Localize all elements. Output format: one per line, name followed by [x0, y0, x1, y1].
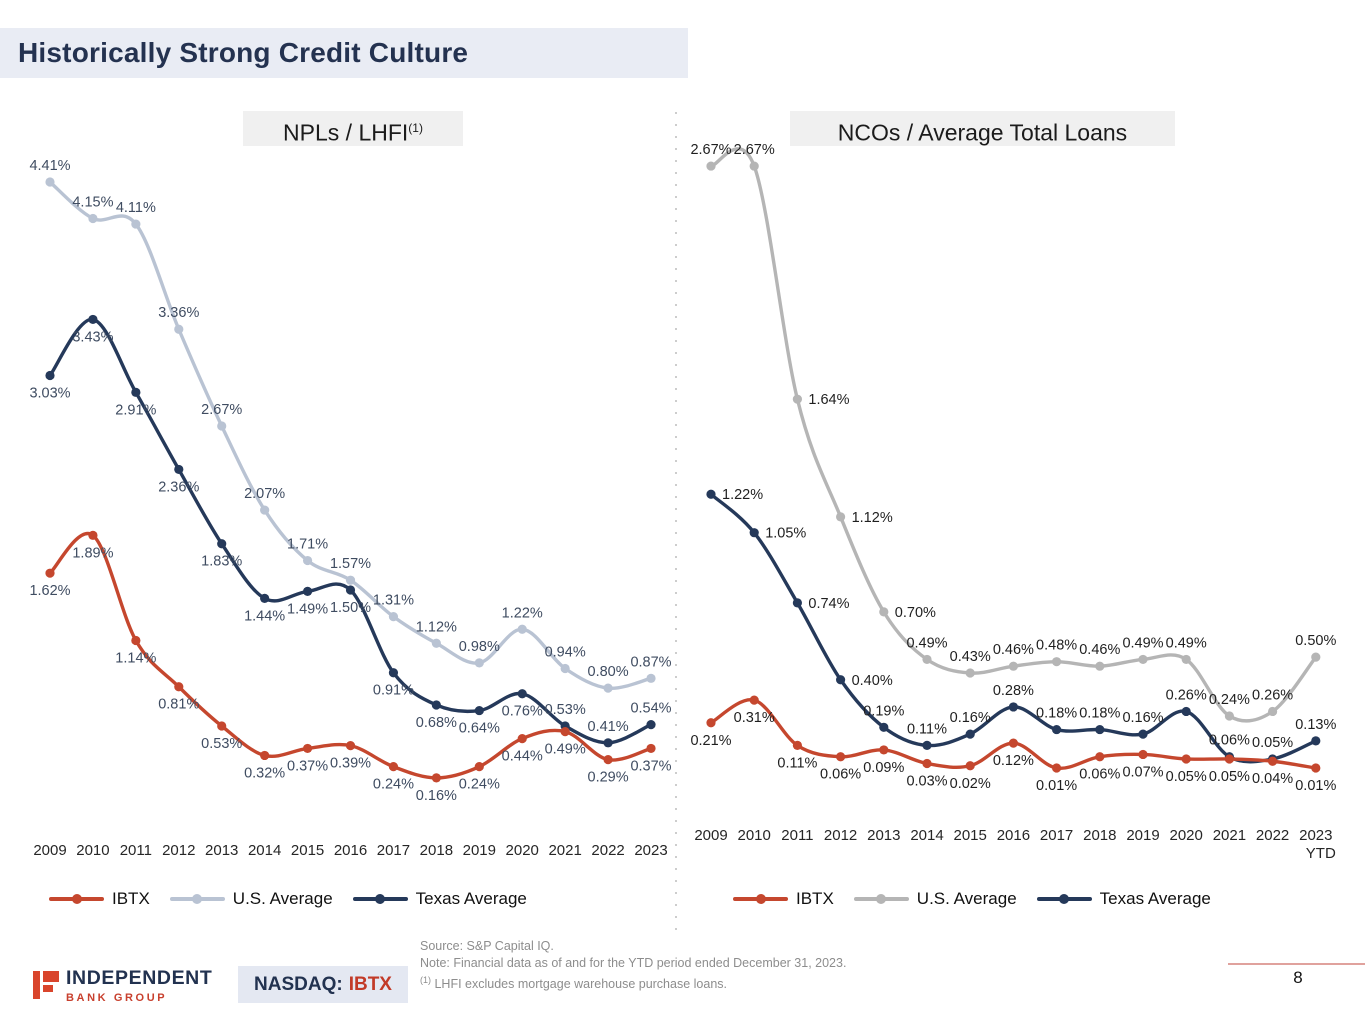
- data-label: 0.11%: [777, 755, 818, 772]
- data-point: [836, 675, 845, 684]
- data-point: [1182, 655, 1191, 664]
- data-label: 0.80%: [587, 664, 629, 681]
- data-point: [879, 745, 888, 754]
- legend-label: IBTX: [796, 889, 834, 908]
- data-label: 0.48%: [1036, 637, 1078, 654]
- legend-item-ibtx: [733, 889, 834, 909]
- x-axis-label: 2018: [1083, 827, 1117, 844]
- data-point: [836, 752, 845, 761]
- data-point: [260, 594, 269, 603]
- data-label: 3.43%: [72, 329, 114, 346]
- data-point: [1138, 655, 1147, 664]
- data-point: [922, 655, 931, 664]
- data-point: [1095, 662, 1104, 671]
- data-point: [518, 734, 527, 743]
- data-point: [646, 720, 655, 729]
- x-axis-label: 2022: [591, 842, 625, 859]
- data-point: [561, 727, 570, 736]
- data-point: [879, 607, 888, 616]
- data-label: 0.13%: [1295, 716, 1337, 733]
- data-label: 0.74%: [808, 595, 850, 612]
- legend-swatch: [854, 897, 909, 900]
- data-point: [1268, 707, 1277, 716]
- data-label: 0.16%: [949, 710, 991, 727]
- data-point: [303, 744, 312, 753]
- source-note: Source: S&P Capital IQ.: [420, 939, 554, 953]
- data-label: 0.49%: [906, 635, 948, 652]
- data-label: 0.09%: [863, 759, 905, 776]
- data-label: 0.04%: [1252, 771, 1294, 788]
- data-label: 0.28%: [992, 682, 1034, 699]
- data-label: 0.06%: [1079, 766, 1121, 783]
- data-label: 1.14%: [115, 650, 157, 667]
- data-point: [217, 539, 226, 548]
- data-label: 1.50%: [329, 600, 372, 616]
- data-point: [88, 214, 97, 223]
- data-label: 2.91%: [115, 402, 157, 419]
- data-point: [1311, 763, 1320, 772]
- x-axis-label: 2019: [462, 842, 496, 859]
- legend-swatch: [170, 897, 225, 900]
- x-axis-label: 2023: [1299, 827, 1333, 844]
- data-point: [922, 741, 931, 750]
- legend-item-u-s-average: [854, 889, 1017, 909]
- data-label: 4.15%: [72, 194, 114, 211]
- data-point: [1052, 725, 1061, 734]
- data-label: 0.03%: [906, 773, 948, 790]
- data-label: 0.26%: [1252, 687, 1294, 704]
- footnote-1-text: LHFI excludes mortgage warehouse purchase loans.: [431, 977, 727, 992]
- data-label: 4.41%: [29, 158, 71, 175]
- x-axis-label: 2020: [1169, 827, 1203, 844]
- legend-label: U.S. Average: [232, 889, 333, 908]
- data-label: 0.49%: [544, 741, 586, 758]
- data-label: 1.12%: [415, 619, 457, 636]
- data-label: 0.41%: [587, 718, 629, 735]
- data-label: 0.49%: [1122, 635, 1164, 652]
- legend-item-texas-average: [353, 889, 527, 909]
- data-point: [131, 388, 140, 397]
- right-chart-title-text: NCOs / Average Total Loans: [837, 119, 1128, 146]
- data-label: 1.22%: [722, 487, 764, 504]
- data-label: 0.49%: [1165, 635, 1207, 652]
- data-label: 0.26%: [1165, 687, 1207, 704]
- data-point: [88, 531, 97, 540]
- x-axis-label: 2012: [162, 842, 196, 859]
- legend-swatch-dot: [72, 894, 82, 904]
- data-point: [217, 421, 226, 430]
- logo-name: INDEPENDENT: [66, 967, 213, 989]
- page-title: Historically Strong Credit Culture: [18, 37, 469, 68]
- data-label: 1.44%: [244, 608, 286, 625]
- data-point: [432, 700, 441, 709]
- data-point: [1009, 662, 1018, 671]
- data-label: 0.21%: [690, 732, 732, 749]
- data-point: [836, 512, 845, 521]
- series-line-texas-average: [50, 319, 651, 743]
- data-point: [174, 325, 183, 334]
- data-point: [174, 682, 183, 691]
- legend-label: IBTX: [112, 889, 150, 908]
- data-point: [750, 161, 759, 170]
- data-point: [1009, 739, 1018, 748]
- page-number: 8: [1293, 968, 1303, 987]
- independent-bank-logo-icon: [33, 971, 59, 1000]
- legend-swatch: [733, 897, 788, 900]
- data-point: [432, 773, 441, 782]
- data-label: 0.16%: [415, 787, 457, 804]
- legend-item-u-s-average: [170, 889, 333, 909]
- data-label: 0.05%: [1208, 768, 1250, 785]
- data-label: 1.12%: [851, 509, 893, 526]
- legend-item-ibtx: [49, 889, 150, 909]
- footnote-1: [420, 972, 846, 993]
- data-label: 0.40%: [851, 672, 893, 689]
- data-label: 1.49%: [287, 601, 329, 618]
- data-label: 0.18%: [1079, 705, 1121, 722]
- data-note: Note: Financial data as of and for the YTD period ended December 31, 2023.: [420, 956, 847, 970]
- x-axis-label: 2014: [910, 827, 944, 844]
- data-label: 0.01%: [1295, 778, 1337, 795]
- data-label: 1.31%: [372, 592, 415, 609]
- data-label: 0.46%: [1079, 642, 1121, 659]
- data-point: [1225, 754, 1234, 763]
- ticker-symbol: IBTX: [348, 973, 392, 995]
- data-point: [1268, 757, 1277, 766]
- data-point: [793, 741, 802, 750]
- data-label: 0.06%: [1208, 732, 1250, 749]
- x-axis-sublabel: YTD: [1305, 845, 1336, 862]
- data-label: 0.81%: [158, 696, 200, 713]
- legend-swatch: [1037, 897, 1092, 900]
- data-label: 2.07%: [244, 486, 286, 503]
- x-axis-label: 2010: [76, 842, 110, 859]
- data-point: [389, 668, 398, 677]
- data-point: [1311, 736, 1320, 745]
- data-label: 0.53%: [201, 735, 243, 752]
- data-point: [750, 528, 759, 537]
- data-point: [131, 219, 140, 228]
- data-point: [389, 762, 398, 771]
- x-axis-label: 2015: [290, 842, 325, 859]
- data-point: [260, 505, 269, 514]
- data-label: 0.06%: [820, 766, 862, 783]
- x-axis-label: 2009: [694, 827, 728, 844]
- nasdaq-ticker-badge: [238, 966, 408, 1003]
- data-label: 0.43%: [949, 648, 991, 665]
- logo-subtitle: BANK GROUP: [66, 991, 168, 1004]
- data-point: [1138, 750, 1147, 759]
- data-point: [45, 371, 54, 380]
- x-axis-label: 2010: [737, 827, 771, 844]
- data-point: [646, 674, 655, 683]
- data-point: [260, 751, 269, 760]
- legend-swatch-dot: [876, 894, 886, 904]
- data-label: 0.29%: [587, 769, 629, 786]
- data-label: 0.70%: [894, 604, 936, 621]
- data-label: 2.67%: [201, 401, 243, 418]
- data-point: [88, 315, 97, 324]
- data-label: 1.62%: [29, 583, 71, 600]
- data-point: [131, 636, 140, 645]
- data-label: 1.71%: [287, 536, 329, 553]
- x-axis-label: 2013: [205, 842, 239, 859]
- data-label: 3.36%: [158, 305, 200, 322]
- series-line-u-s-average: [711, 149, 1316, 721]
- data-label: 0.18%: [1036, 705, 1078, 722]
- data-label: 3.03%: [29, 385, 71, 402]
- data-point: [217, 721, 226, 730]
- x-axis-label: 2017: [1039, 827, 1074, 844]
- data-point: [646, 744, 655, 753]
- data-label: 1.22%: [501, 605, 543, 622]
- data-point: [1095, 725, 1104, 734]
- legend-swatch-dot: [192, 894, 202, 904]
- data-point: [174, 465, 183, 474]
- data-point: [603, 755, 612, 764]
- data-label: 0.37%: [630, 758, 672, 775]
- x-axis-label: 2014: [247, 842, 282, 859]
- data-point: [706, 718, 715, 727]
- legend-swatch-dot: [1059, 894, 1069, 904]
- legend-swatch: [49, 897, 104, 900]
- data-point: [879, 723, 888, 732]
- data-point: [750, 696, 759, 705]
- data-label: 0.94%: [544, 644, 586, 661]
- x-axis-label: 2019: [1126, 827, 1160, 844]
- data-label: 1.57%: [329, 556, 372, 573]
- data-point: [966, 761, 975, 770]
- data-point: [966, 729, 975, 738]
- legend-swatch-dot: [375, 894, 385, 904]
- data-point: [1138, 729, 1147, 738]
- data-label: 0.24%: [458, 776, 500, 793]
- data-label: 0.76%: [501, 703, 543, 720]
- data-label: 2.67%: [733, 142, 775, 159]
- data-point: [346, 576, 355, 585]
- data-label: 0.05%: [1165, 768, 1207, 785]
- data-point: [793, 395, 802, 404]
- data-label: 0.02%: [949, 775, 991, 792]
- data-point: [793, 598, 802, 607]
- data-label: 1.83%: [201, 553, 243, 570]
- x-axis-label: 2016: [333, 842, 368, 859]
- x-axis-label: 2020: [505, 842, 539, 859]
- independent-bank-logo-text: [66, 969, 212, 1004]
- data-label: 0.39%: [329, 755, 372, 772]
- left-chart-title-text: NPLs / LHFI: [283, 119, 409, 146]
- data-label: 1.05%: [765, 525, 807, 542]
- x-axis-label: 2021: [548, 842, 582, 859]
- data-point: [603, 684, 612, 693]
- data-point: [1182, 754, 1191, 763]
- legend-item-texas-average: [1037, 889, 1211, 909]
- data-label: 0.53%: [544, 701, 586, 718]
- data-label: 4.11%: [115, 200, 156, 217]
- data-point: [475, 658, 484, 667]
- data-point: [45, 569, 54, 578]
- data-label: 0.37%: [287, 758, 329, 775]
- data-label: 0.68%: [415, 714, 457, 731]
- data-point: [475, 762, 484, 771]
- data-point: [45, 177, 54, 186]
- data-point: [603, 738, 612, 747]
- data-label: 0.54%: [630, 700, 672, 717]
- data-label: 0.05%: [1252, 734, 1294, 751]
- data-label: 0.87%: [630, 654, 672, 671]
- data-point: [389, 612, 398, 621]
- data-point: [303, 587, 312, 596]
- data-point: [922, 759, 931, 768]
- x-axis-label: 2009: [33, 842, 67, 859]
- data-label: 0.98%: [458, 638, 500, 655]
- data-point: [706, 490, 715, 499]
- data-label: 0.01%: [1036, 778, 1078, 795]
- data-label: 0.44%: [501, 748, 543, 765]
- data-point: [346, 741, 355, 750]
- legend-label: Texas Average: [1099, 889, 1211, 908]
- x-axis-label: 2012: [823, 827, 858, 844]
- data-point: [346, 585, 355, 594]
- data-label: 1.64%: [808, 392, 850, 409]
- data-label: 0.32%: [244, 765, 286, 782]
- x-axis-label: 2013: [867, 827, 901, 844]
- x-axis-label: 2022: [1255, 827, 1290, 844]
- data-point: [475, 706, 484, 715]
- legend-swatch-dot: [756, 894, 766, 904]
- footnote-1-marker: (1): [420, 975, 431, 985]
- page-number-rule: [1228, 963, 1365, 965]
- data-point: [518, 625, 527, 634]
- data-point: [518, 689, 527, 698]
- legend-label: U.S. Average: [916, 889, 1017, 908]
- legend-swatch: [353, 897, 408, 900]
- ticker-exchange: NASDAQ:: [254, 973, 343, 995]
- right-chart-legend: [733, 889, 1211, 909]
- data-point: [1225, 711, 1234, 720]
- data-point: [1311, 653, 1320, 662]
- data-label: 0.16%: [1122, 710, 1164, 727]
- data-point: [1009, 702, 1018, 711]
- data-point: [1052, 657, 1061, 666]
- data-label: 0.31%: [733, 710, 775, 727]
- data-point: [1182, 707, 1191, 716]
- data-label: 0.24%: [372, 776, 415, 793]
- data-point: [1052, 763, 1061, 772]
- x-axis-label: 2011: [119, 842, 152, 859]
- data-label: 0.64%: [458, 720, 500, 737]
- data-label: 0.07%: [1122, 764, 1164, 781]
- data-label: 0.19%: [863, 703, 905, 720]
- left-chart-legend: [49, 889, 527, 909]
- data-label: 1.89%: [72, 545, 114, 562]
- data-label: 0.24%: [1208, 691, 1250, 708]
- data-point: [966, 668, 975, 677]
- x-axis-label: 2023: [634, 842, 668, 859]
- data-point: [561, 664, 570, 673]
- footnotes: [420, 938, 846, 993]
- data-label: 0.12%: [992, 753, 1034, 770]
- data-point: [303, 556, 312, 565]
- x-axis-label: 2016: [996, 827, 1031, 844]
- legend-label: Texas Average: [415, 889, 527, 908]
- left-chart-title-footnote-marker: (1): [408, 121, 423, 135]
- x-axis-label: 2017: [376, 842, 411, 859]
- x-axis-label: 2015: [953, 827, 987, 844]
- data-label: 2.36%: [158, 479, 200, 496]
- data-label: 0.11%: [906, 721, 948, 738]
- data-label: 0.50%: [1295, 633, 1337, 650]
- data-label: 0.46%: [992, 642, 1034, 659]
- data-point: [1095, 752, 1104, 761]
- data-label: 0.91%: [372, 682, 415, 699]
- data-point: [706, 161, 715, 170]
- x-axis-label: 2021: [1212, 827, 1247, 844]
- data-point: [432, 639, 441, 648]
- x-axis-label: 2018: [419, 842, 454, 859]
- data-label: 2.67%: [690, 142, 732, 159]
- x-axis-label: 2011: [781, 827, 814, 844]
